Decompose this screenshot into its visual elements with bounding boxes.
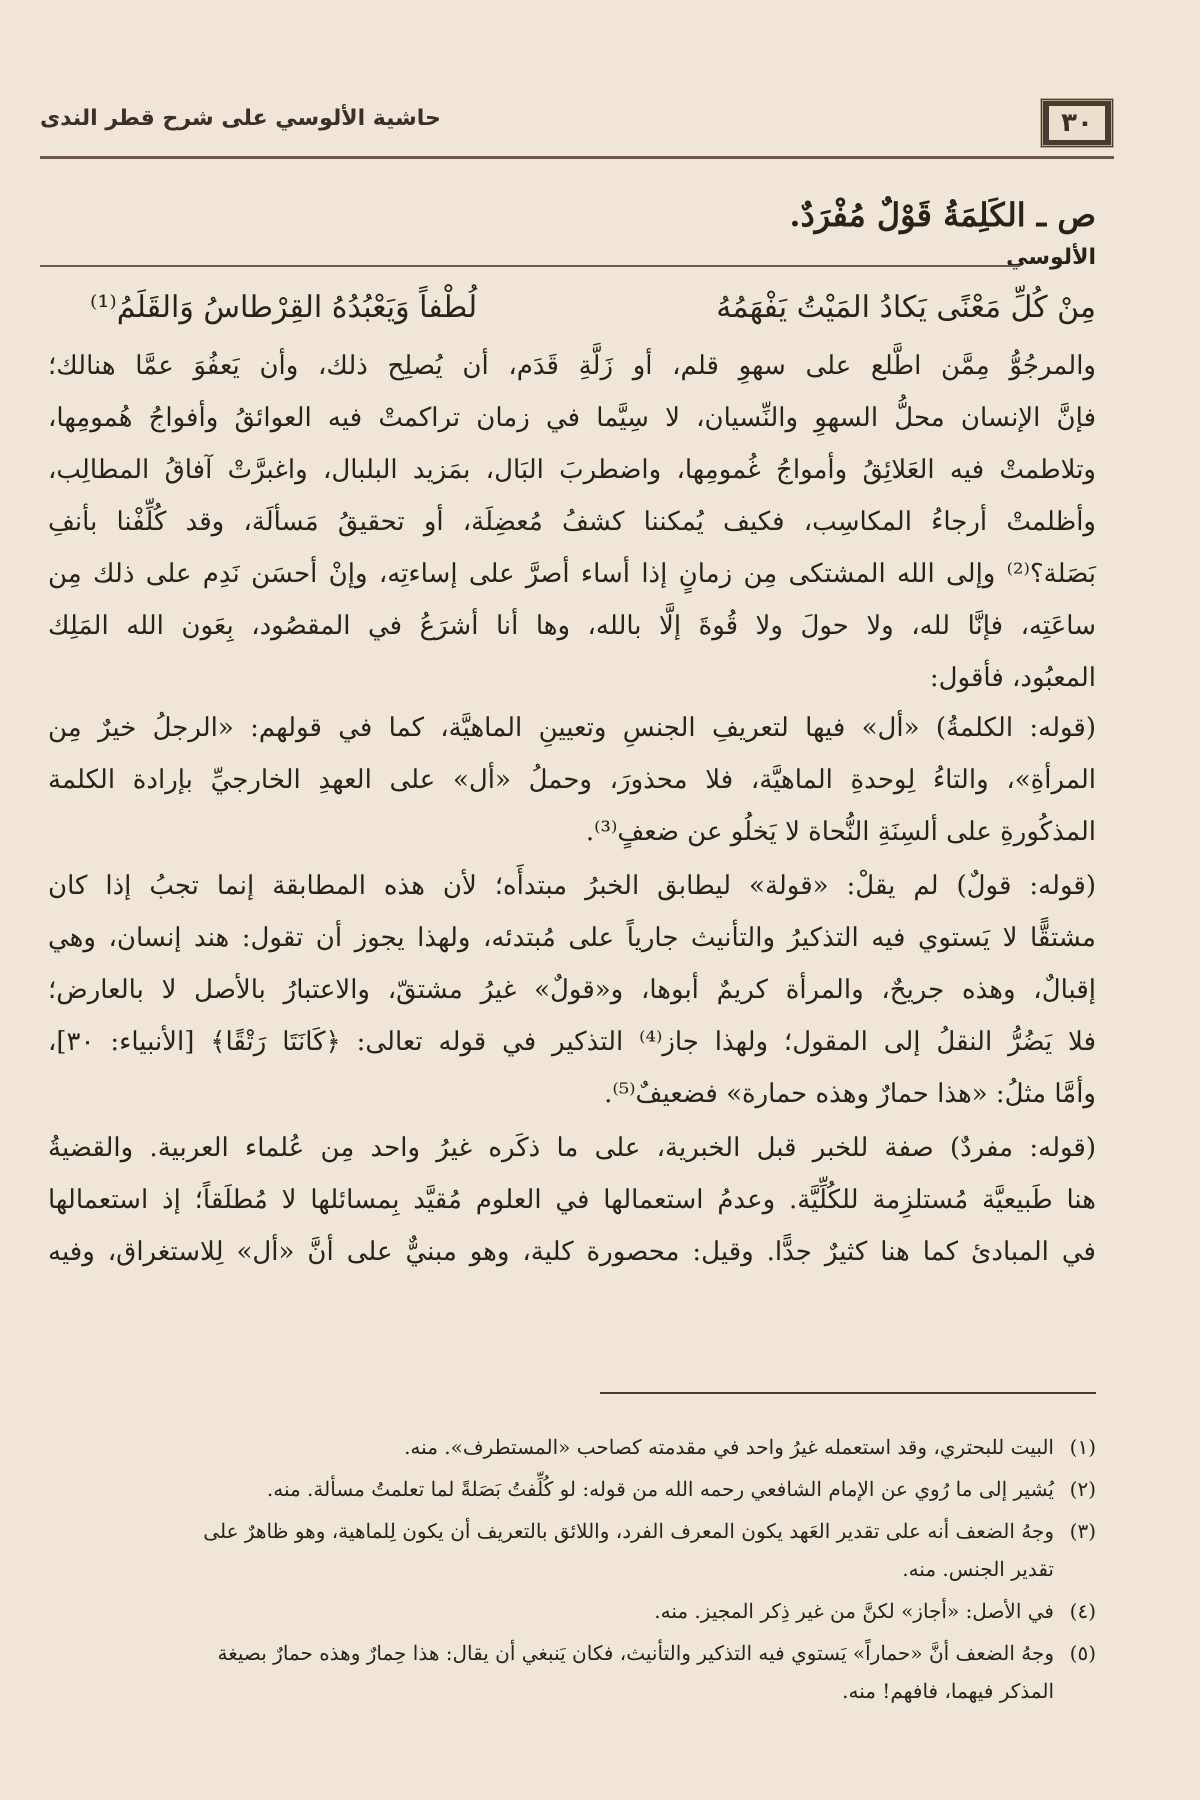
footnote-number: (١) (1069, 1435, 1096, 1459)
footnote-text: وجهُ الضعف أنه على تقدير العَهد يكون المعرف الفرد، واللائق بالتعريف أن يكون لِلماهية، وهو ظاهرٌ على (203, 1519, 1054, 1543)
footnote-text: البيت للبحتري، وقد استعمله غيرُ واحد في مقدمته كصاحب «المستطرف». منه. (404, 1435, 1054, 1459)
footnote-number: (٥) (1069, 1641, 1096, 1665)
body-line: في المبادئ كما هنا كثيرٌ جدًّا. وقيل: محصورة كلية، وهو مبنيٌّ على أنَّ «أل» لِلاستغراق، وفيه (48, 1237, 1096, 1267)
body-line: مشتقًّا لا يَستوي فيه التذكيرُ والتأنيث جارياً على مُبتدئه، ولهذا يجوز أن تقول: هند إنسان، وهي (48, 923, 1096, 953)
body-line: فإنَّ الإنسان محلُّ السهوِ والنِّسيان، لا سِيَّما في زمان تراكمتْ فيه العوائقُ وأفواجُ هُمومِها، (48, 403, 1096, 433)
body-line: إقبالٌ، وهذه جريحٌ، والمرأة كريمٌ أبوها، و«قولٌ» غيرُ مشتقّ، والاعتبارُ بالأصل لا بالعارض؛ (48, 975, 1096, 1005)
body-line: وأمَّا مثلُ: «هذا حمارٌ وهذه حمارة» فضعيفٌ⁽⁵⁾. (604, 1079, 1096, 1109)
verse-first-hemistich: مِنْ كُلِّ مَعْنًى يَكادُ المَيْتُ يَفْهَمُهُ (716, 290, 1096, 325)
footnote-number: (٢) (1069, 1477, 1096, 1501)
commentary-divider (40, 265, 1020, 267)
footnote-text: في الأصل: «أجاز» لكنَّ من غير ذِكر المجيز. منه. (654, 1599, 1054, 1623)
body-line: والمرجُوُّ مِمَّن اطَّلع على سهوِ قلم، أو زَلَّةِ قَدَم، أن يُصلِح ذلك، وأن يَعفُوَ عمَّا هنالك؛ (48, 351, 1096, 381)
page-number: ٣٠ (1049, 106, 1105, 140)
page-number-box (1040, 98, 1114, 148)
matn-text: ص ـ الكَلِمَةُ قَوْلٌ مُفْرَدٌ. (789, 196, 1096, 234)
footnote-divider (600, 1392, 1096, 1394)
footnote-line (48, 1430, 1096, 1464)
body-line: وأظلمتْ أرجاءُ المكاسِب، فكيف يُمكننا كشفُ مُعضِلَة، أو تحقيقُ مَسألَة، وقد كُلِّفْنا بأنفِ (48, 507, 1096, 537)
verse-second-hemistich: لُطْفاً وَيَعْبُدُهُ القِرْطاسُ وَالقَلَمُ⁽¹⁾ (90, 290, 478, 325)
body-line: (قوله: الكلمةُ) «أل» فيها لتعريفِ الجنسِ وتعيينِ الماهيَّة، كما في قولهم: «الرجلُ خيرٌ مِن (48, 713, 1096, 743)
body-line: (قوله: مفردٌ) صفة للخبر قبل الخبرية، على ما ذكَره غيرُ واحد مِن عُلماء العربية. والقضيةُ (48, 1133, 1096, 1163)
body-line: وتلاطمتْ فيه العَلائِقُ وأمواجُ غُمومِها، واضطربَ البَال، بمَزيد البلبال، واغبرَّتْ آفاقُ المطالِب، (48, 455, 1096, 485)
body-line: المرأةِ»، والتاءُ لِوحدةِ الماهيَّة، فلا محذورَ، وحملُ «أل» على العهدِ الخارجيِّ بإرادة الكلمة (48, 765, 1096, 795)
footnote-text: تقدير الجنس. منه. (902, 1557, 1054, 1581)
footnote-line (48, 1674, 1096, 1708)
running-title: حاشية الألوسي على شرح قطر الندى (40, 106, 441, 131)
footnote-line (48, 1514, 1096, 1548)
body-line: (قوله: قولٌ) لم يقلْ: «قولة» ليطابق الخبرُ مبتدأَه؛ لأن هذه المطابقة إنما تجبُ إذا كان (48, 871, 1096, 901)
body-line: ساعَتِه، فإنَّا لله، ولا حولَ ولا قُوةَ إلَّا بالله، وها أنا أشرَعُ في المقصُود، بِعَون الله المَلِك (48, 611, 1096, 641)
footnote-line (48, 1636, 1096, 1670)
body-line: المعبُود، فأقول: (929, 663, 1096, 693)
footnote-text: وجهُ الضعف أنَّ «حماراً» يَستوي فيه التذكير والتأنيث، فكان يَنبغي أن يقال: هذا حِمارٌ وهذه حمارٌ بصيغة (217, 1641, 1054, 1665)
footnote-line (48, 1594, 1096, 1628)
footnote-text: يُشير إلى ما رُوي عن الإمام الشافعي رحمه الله من قوله: لو كُلِّفتُ بَصَلةً لما تعلمتُ مسألة. منه. (266, 1477, 1054, 1501)
body-line: المذكُورةِ على ألسِنَةِ النُّحاة لا يَخلُو عن ضعفٍ⁽³⁾. (585, 817, 1096, 847)
footnote-text: المذكر فيهما، فافهم! منه. (842, 1679, 1054, 1703)
commentary-label: الألوسي (1006, 245, 1096, 270)
body-line: بَصَلة؟⁽²⁾ وإلى الله المشتكى مِن زمانٍ إذا أساء أصرَّ على إساءتِه، وإنْ أحسَن نَدِم على ذلك مِن (48, 559, 1096, 589)
body-line: هنا طَبيعيَّة مُستلزِمة للكُلِّيَّة. وعدمُ استعمالها في العلوم مُقيَّد بِمسائلها لا مُطلَقاً؛ إذ استعمالها (48, 1185, 1096, 1215)
footnote-line (48, 1552, 1096, 1586)
body-line: فلا يَضُرُّ النقلُ إلى المقول؛ ولهذا جاز⁽⁴⁾ التذكير في قوله تعالى: ﴿كَانَتَا رَتْقًا﴾ [الأنبياء: ٣٠]، (48, 1027, 1096, 1057)
page-header (40, 96, 1114, 159)
footnote-number: (٤) (1069, 1599, 1096, 1623)
footnote-number: (٣) (1069, 1519, 1096, 1543)
footnote-line (48, 1472, 1096, 1506)
